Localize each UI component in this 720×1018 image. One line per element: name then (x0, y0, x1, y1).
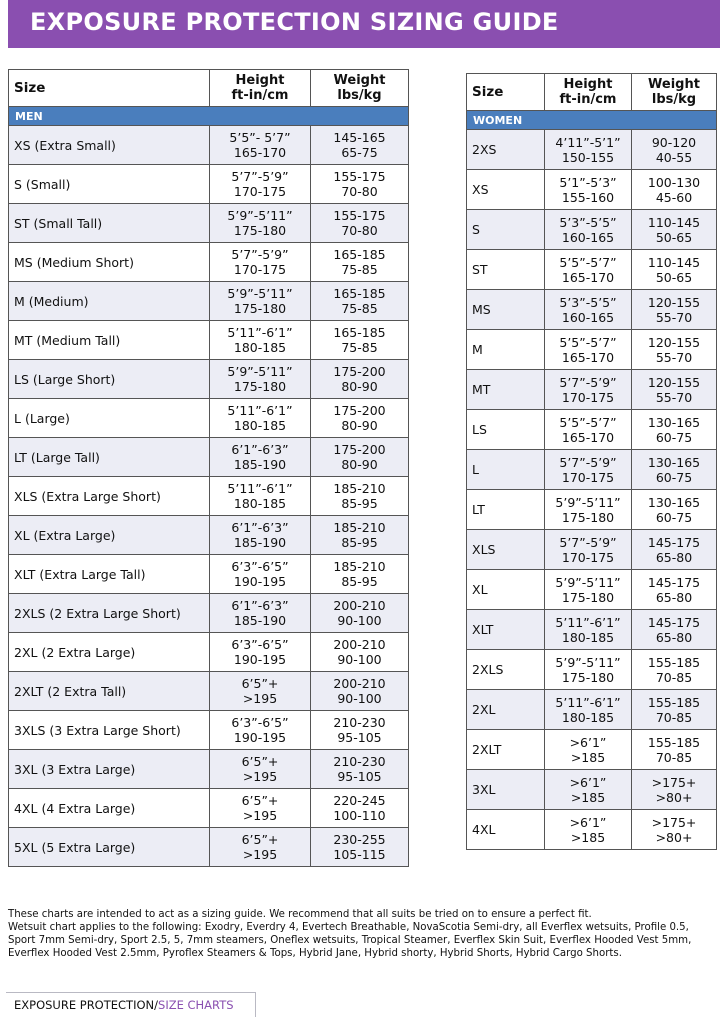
title-banner (8, 0, 720, 48)
height-cell: 5’9”-5’11” 175-180 (545, 650, 632, 690)
table-row (9, 594, 409, 633)
table-row (9, 633, 409, 672)
table-row (9, 555, 409, 594)
table-row (9, 516, 409, 555)
note-line-2: Wetsuit chart applies to the following: Exodry, Everdry 4, Evertech Breathable, NovaScotia Semi-dry, all Everflex wetsuits, Profile 0.5, Sport 7mm Semi-dry, Sport 2.5, 5, 7mm steamers, Oneflex wetsuits, Tropical Steamer, Everflex Skin Suit, Everflex Hooded Vest 5mm, Everflex Hooded Vest 2.5mm, Pyroflex Steamers & Tops, Hybrid Jane, Hybrid shorty, Hybrid Shorts, Hybrid Cargo Shorts. (8, 922, 692, 959)
weight-cell: 155-175 70-80 (311, 165, 409, 204)
size-cell: 3XLS (3 Extra Large Short) (9, 711, 210, 750)
height-cell: 5’7”-5’9” 170-175 (545, 370, 632, 410)
size-cell: XL (467, 570, 545, 610)
weight-cell: 200-210 90-100 (311, 594, 409, 633)
table-row (9, 789, 409, 828)
note-line-1: These charts are intended to act as a sizing guide. We recommend that all suits be tried on to ensure a perfect fit. (8, 909, 592, 920)
weight-cell: 155-175 70-80 (311, 204, 409, 243)
size-cell: MS (467, 290, 545, 330)
weight-cell: 185-210 85-95 (311, 516, 409, 555)
weight-cell: 165-185 75-85 (311, 282, 409, 321)
height-cell: 6’3”-6’5” 190-195 (210, 711, 311, 750)
height-cell: 5’5”-5’7” 165-170 (545, 410, 632, 450)
height-cell: 5’11”-6’1” 180-185 (545, 690, 632, 730)
weight-column-header: Weight lbs/kg (311, 70, 409, 107)
weight-cell: 130-165 60-75 (632, 410, 717, 450)
height-cell: 6’1”-6’3” 185-190 (210, 594, 311, 633)
size-cell: XL (Extra Large) (9, 516, 210, 555)
weight-cell: 145-165 65-75 (311, 126, 409, 165)
size-cell: 2XLS (467, 650, 545, 690)
weight-cell: >175+ >80+ (632, 770, 717, 810)
weight-cell: 90-120 40-55 (632, 130, 717, 170)
weight-cell: 175-200 80-90 (311, 438, 409, 477)
height-cell: 6’1”-6’3” 185-190 (210, 516, 311, 555)
height-cell: 5’11”-6’1” 180-185 (210, 477, 311, 516)
table-row (467, 370, 717, 410)
table-row (467, 490, 717, 530)
table-row (9, 438, 409, 477)
size-cell: 2XLS (2 Extra Large Short) (9, 594, 210, 633)
height-cell: 6’5”+ >195 (210, 672, 311, 711)
height-cell: 5’7”-5’9” 170-175 (545, 530, 632, 570)
table-row (9, 321, 409, 360)
weight-cell: 175-200 80-90 (311, 360, 409, 399)
table-row (467, 570, 717, 610)
weight-cell: 120-155 55-70 (632, 330, 717, 370)
table-row (9, 126, 409, 165)
height-cell: 6’5”+ >195 (210, 828, 311, 867)
height-cell: 5’9”-5’11” 175-180 (545, 490, 632, 530)
height-column-header: Height ft-in/cm (210, 70, 311, 107)
size-cell: 2XLT (2 Extra Tall) (9, 672, 210, 711)
size-cell: 2XL (467, 690, 545, 730)
size-cell: LS (Large Short) (9, 360, 210, 399)
table-row (467, 530, 717, 570)
weight-cell: 130-165 60-75 (632, 490, 717, 530)
women-sizing-table (466, 73, 717, 850)
weight-cell: 185-210 85-95 (311, 477, 409, 516)
size-cell: 3XL (467, 770, 545, 810)
size-cell: MS (Medium Short) (9, 243, 210, 282)
size-cell: 2XL (2 Extra Large) (9, 633, 210, 672)
height-cell: 5’9”-5’11” 175-180 (210, 360, 311, 399)
size-cell: L (Large) (9, 399, 210, 438)
table-row (467, 450, 717, 490)
weight-cell: 155-185 70-85 (632, 730, 717, 770)
size-cell: XS (Extra Small) (9, 126, 210, 165)
weight-cell: 200-210 90-100 (311, 633, 409, 672)
weight-cell: 145-175 65-80 (632, 570, 717, 610)
weight-cell: 110-145 50-65 (632, 210, 717, 250)
height-cell: >6’1” >185 (545, 810, 632, 850)
table-row (467, 210, 717, 250)
size-cell: LT (467, 490, 545, 530)
height-cell: 5’3”-5’5” 160-165 (545, 210, 632, 250)
height-column-header: Height ft-in/cm (545, 74, 632, 111)
table-row (9, 360, 409, 399)
table-row (467, 170, 717, 210)
weight-cell: 165-185 75-85 (311, 243, 409, 282)
size-cell: ST (Small Tall) (9, 204, 210, 243)
table-row (9, 750, 409, 789)
weight-cell: >175+ >80+ (632, 810, 717, 850)
table-row (467, 410, 717, 450)
height-cell: >6’1” >185 (545, 770, 632, 810)
size-cell: XS (467, 170, 545, 210)
weight-cell: 210-230 95-105 (311, 750, 409, 789)
size-cell: XLT (Extra Large Tall) (9, 555, 210, 594)
table-row (9, 243, 409, 282)
height-cell: 4’11”-5’1” 150-155 (545, 130, 632, 170)
height-cell: 5’7”-5’9” 170-175 (545, 450, 632, 490)
disclaimer-note (8, 908, 718, 960)
size-cell: 3XL (3 Extra Large) (9, 750, 210, 789)
size-cell: LT (Large Tall) (9, 438, 210, 477)
footer-section: EXPOSURE PROTECTION/ (14, 998, 159, 1012)
height-cell: 6’3”-6’5” 190-195 (210, 633, 311, 672)
weight-cell: 145-175 65-80 (632, 530, 717, 570)
weight-cell: 175-200 80-90 (311, 399, 409, 438)
height-cell: 5’11”-6’1” 180-185 (210, 321, 311, 360)
height-cell: 5’7”-5’9” 170-175 (210, 243, 311, 282)
size-cell: S (467, 210, 545, 250)
weight-cell: 165-185 75-85 (311, 321, 409, 360)
height-cell: 5’7”-5’9” 170-175 (210, 165, 311, 204)
height-cell: 5’5”-5’7” 165-170 (545, 250, 632, 290)
weight-cell: 155-185 70-85 (632, 650, 717, 690)
size-cell: L (467, 450, 545, 490)
weight-cell: 200-210 90-100 (311, 672, 409, 711)
table-row (9, 477, 409, 516)
height-cell: 5’11”-6’1” 180-185 (210, 399, 311, 438)
table-row (467, 650, 717, 690)
size-cell: XLT (467, 610, 545, 650)
size-cell: S (Small) (9, 165, 210, 204)
section-header-women (467, 111, 717, 130)
weight-cell: 155-185 70-85 (632, 690, 717, 730)
footer-breadcrumb (6, 992, 256, 1017)
weight-cell: 210-230 95-105 (311, 711, 409, 750)
table-row (467, 610, 717, 650)
height-cell: 5’3”-5’5” 160-165 (545, 290, 632, 330)
weight-column-header: Weight lbs/kg (632, 74, 717, 111)
men-sizing-table (8, 69, 409, 867)
weight-cell: 110-145 50-65 (632, 250, 717, 290)
weight-cell: 120-155 55-70 (632, 370, 717, 410)
height-cell: 5’5”-5’7” 165-170 (545, 330, 632, 370)
height-cell: 6’1”-6’3” 185-190 (210, 438, 311, 477)
table-row (467, 250, 717, 290)
footer-page: SIZE CHARTS (158, 998, 234, 1012)
table-row (9, 165, 409, 204)
weight-cell: 100-130 45-60 (632, 170, 717, 210)
height-cell: 5’9”-5’11” 175-180 (210, 204, 311, 243)
table-row (467, 810, 717, 850)
height-cell: 5’11”-6’1” 180-185 (545, 610, 632, 650)
size-cell: MT (467, 370, 545, 410)
weight-cell: 185-210 85-95 (311, 555, 409, 594)
size-column-header: Size (467, 74, 545, 111)
size-cell: M (Medium) (9, 282, 210, 321)
section-label: MEN (9, 107, 409, 126)
size-cell: MT (Medium Tall) (9, 321, 210, 360)
size-cell: XLS (467, 530, 545, 570)
table-row (9, 282, 409, 321)
size-column-header: Size (9, 70, 210, 107)
table-row (467, 330, 717, 370)
size-cell: 5XL (5 Extra Large) (9, 828, 210, 867)
size-cell: XLS (Extra Large Short) (9, 477, 210, 516)
weight-cell: 145-175 65-80 (632, 610, 717, 650)
table-row (467, 290, 717, 330)
table-row (9, 399, 409, 438)
weight-cell: 120-155 55-70 (632, 290, 717, 330)
size-cell: ST (467, 250, 545, 290)
table-row (467, 130, 717, 170)
weight-cell: 230-255 105-115 (311, 828, 409, 867)
height-cell: 5’9”-5’11” 175-180 (210, 282, 311, 321)
height-cell: >6’1” >185 (545, 730, 632, 770)
table-row (467, 730, 717, 770)
table-row (467, 690, 717, 730)
height-cell: 5’5”- 5’7” 165-170 (210, 126, 311, 165)
size-cell: M (467, 330, 545, 370)
table-row (9, 711, 409, 750)
height-cell: 5’1”-5’3” 155-160 (545, 170, 632, 210)
weight-cell: 220-245 100-110 (311, 789, 409, 828)
table-row (9, 672, 409, 711)
height-cell: 6’5”+ >195 (210, 789, 311, 828)
size-cell: LS (467, 410, 545, 450)
weight-cell: 130-165 60-75 (632, 450, 717, 490)
table-header-row (467, 74, 717, 111)
height-cell: 5’9”-5’11” 175-180 (545, 570, 632, 610)
table-row (467, 770, 717, 810)
table-header-row (9, 70, 409, 107)
table-row (9, 204, 409, 243)
height-cell: 6’5”+ >195 (210, 750, 311, 789)
size-cell: 2XS (467, 130, 545, 170)
section-header-men (9, 107, 409, 126)
height-cell: 6’3”-6’5” 190-195 (210, 555, 311, 594)
page-title: EXPOSURE PROTECTION SIZING GUIDE (30, 8, 559, 36)
size-cell: 2XLT (467, 730, 545, 770)
size-cell: 4XL (4 Extra Large) (9, 789, 210, 828)
section-label: WOMEN (467, 111, 717, 130)
table-row (9, 828, 409, 867)
size-cell: 4XL (467, 810, 545, 850)
